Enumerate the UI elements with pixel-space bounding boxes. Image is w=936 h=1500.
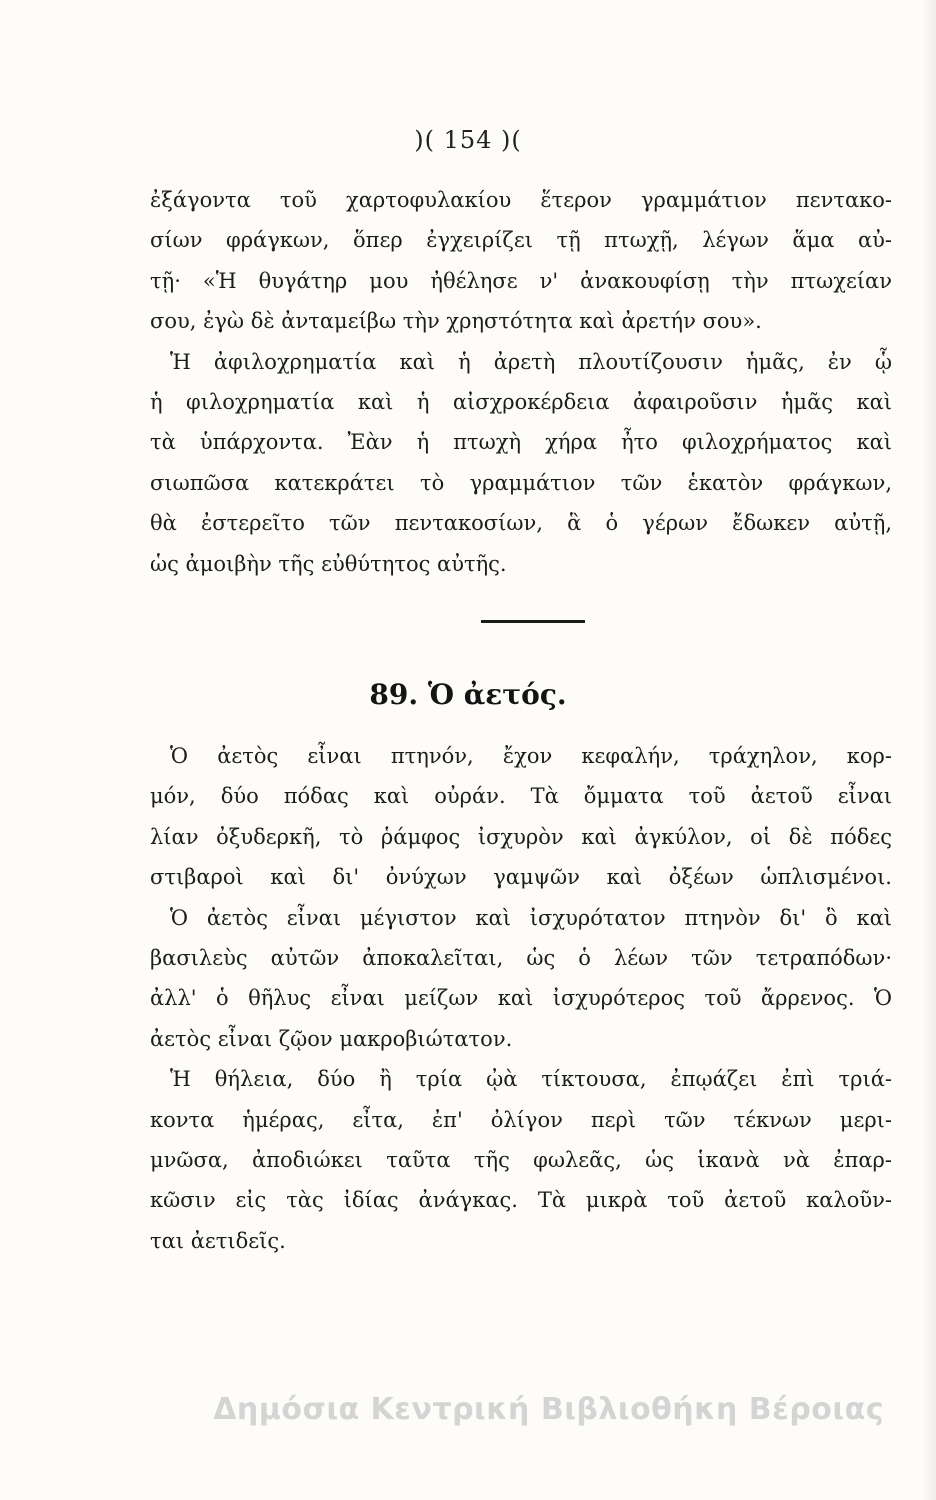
section-divider-rule: [481, 620, 585, 623]
text-line: ἡ φιλοχρηματία καὶ ἡ αἰσχροκέρδεια ἀφαιροῦσιν ἡμᾶς καὶ: [150, 390, 892, 415]
text-line: Ὁ ἀετὸς εἶναι μέγιστον καὶ ἰσχυρότατον πτηνὸν δι' ὃ καὶ: [170, 905, 892, 930]
page-number-header: )( 154 )(: [414, 126, 522, 154]
text-line: ἀετὸς εἶναι ζῷον μακροβιώτατον.: [150, 1026, 513, 1051]
text-line: ἐξάγοντα τοῦ χαρτοφυλακίου ἕτερον γραμμάτιον πεντακο-: [150, 188, 892, 212]
text-line: βασιλεὺς αὐτῶν ἀποκαλεῖται, ὡς ὁ λέων τῶν τετραπόδων·: [150, 946, 892, 971]
text-line: σίων φράγκων, ὅπερ ἐγχειρίζει τῇ πτωχῇ, λέγων ἅμα αὐ-: [150, 228, 892, 253]
page-edge-shadow: [922, 0, 936, 1500]
text-line: Ἡ θήλεια, δύο ἢ τρία ᾠὰ τίκτουσα, ἐπῳάζει ἐπὶ τριά-: [170, 1067, 892, 1092]
text-line: στιβαροὶ καὶ δι' ὀνύχων γαμψῶν καὶ ὀξέων ὡπλισμένοι.: [150, 865, 892, 890]
text-line: τῇ· «Ἡ θυγάτηρ μου ἠθέλησε ν' ἀνακουφίσῃ τὴν πτωχείαν: [150, 268, 892, 293]
library-watermark: Δημόσια Κεντρική Βιβλιοθήκη Βέροιας: [213, 1392, 884, 1427]
text-line: ὡς ἀμοιβὴν τῆς εὐθύτητος αὐτῆς.: [150, 551, 507, 576]
text-line: μνῶσα, ἀποδιώκει ταῦτα τῆς φωλεᾶς, ὡς ἱκανὰ νὰ ἐπαρ-: [150, 1148, 892, 1173]
text-line: λίαν ὀξυδερκῆ, τὸ ῥάμφος ἰσχυρὸν καὶ ἀγκύλον, οἱ δὲ πόδες: [150, 824, 892, 849]
text-line: Ἡ ἀφιλοχρηματία καὶ ἡ ἀρετὴ πλουτίζουσιν ἡμᾶς, ἐν ᾧ: [170, 349, 892, 374]
eagle-section-text: [150, 736, 892, 1261]
text-line: μόν, δύο πόδας καὶ οὐράν. Τὰ ὄμματα τοῦ ἀετοῦ εἶναι: [150, 784, 892, 809]
text-line: κῶσιν εἰς τὰς ἰδίας ἀνάγκας. Τὰ μικρὰ τοῦ ἀετοῦ καλοῦν-: [150, 1188, 892, 1213]
text-line: ται ἀετιδεῖς.: [150, 1228, 286, 1253]
text-line: σιωπῶσα κατεκράτει τὸ γραμμάτιον τῶν ἑκατὸν φράγκων,: [150, 470, 892, 495]
text-line: κοντα ἡμέρας, εἶτα, ἐπ' ὀλίγον περὶ τῶν τέκνων μερι-: [150, 1107, 892, 1132]
section-title: 89. Ὁ ἀετός.: [369, 678, 567, 711]
text-line: τὰ ὑπάρχοντα. Ἐὰν ἡ πτωχὴ χήρα ἦτο φιλοχρήματος καὶ: [150, 430, 892, 455]
paragraph-continuation: [150, 180, 892, 584]
text-line: ἀλλ' ὁ θῆλυς εἶναι μείζων καὶ ἰσχυρότερος τοῦ ἄρρενος. Ὁ: [150, 986, 892, 1011]
text-line: θὰ ἐστερεῖτο τῶν πεντακοσίων, ἃ ὁ γέρων ἔδωκεν αὐτῇ,: [150, 511, 892, 536]
text-line: Ὁ ἀετὸς εἶναι πτηνόν, ἔχον κεφαλήν, τράχηλον, κορ-: [170, 744, 892, 768]
text-line: σου, ἐγὼ δὲ ἀνταμείβω τὴν χρηστότητα καὶ ἀρετήν σου».: [150, 309, 762, 334]
